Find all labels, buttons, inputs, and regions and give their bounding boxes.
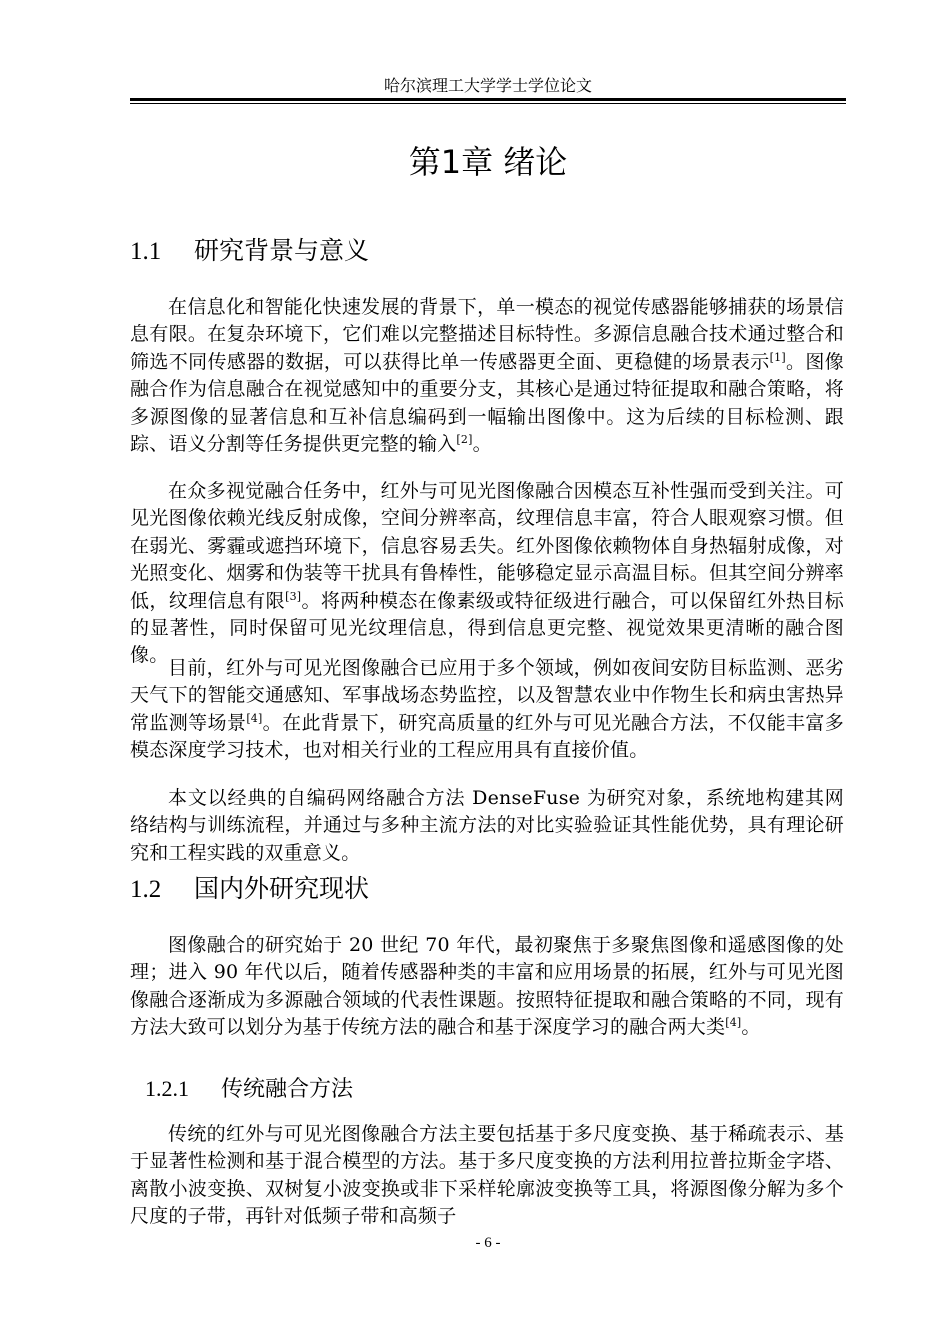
citation: [4] xyxy=(725,1016,742,1030)
paragraph-applications: 目前，红外与可见光图像融合已应用于多个领域，例如夜间安防目标监测、恶劣天气下的智能交通感知、军事战场态势监控，以及智慧农业中作物生长和病虫害热异常监测等场景[4]。在此背景下，研究高质量的红外与可见光融合方法，不仅能丰富多模态深度学习技术，也对相关行业的工程应用具有直接价值。 xyxy=(130,657,844,762)
section-number: 1.1 xyxy=(130,238,162,265)
header-rule-thin xyxy=(130,103,846,104)
citation: [3] xyxy=(285,589,302,603)
running-header: 哈尔滨理工大学学士学位论文 xyxy=(383,76,592,95)
section-title: 传统融合方法 xyxy=(221,1077,354,1102)
header-rule-thick xyxy=(130,98,846,101)
section-title: 国内外研究现状 xyxy=(194,874,370,903)
section-title: 研究背景与意义 xyxy=(194,236,370,265)
citation: [1] xyxy=(769,350,786,364)
section-number: 1.2.1 xyxy=(145,1076,189,1101)
chapter-title: 第1章 绪论 xyxy=(408,143,568,181)
page-number: - 6 - xyxy=(475,1235,501,1251)
citation: [2] xyxy=(456,433,473,447)
section-heading-1-1 xyxy=(130,234,369,269)
citation: [4] xyxy=(246,711,263,725)
paragraph-fusion-tasks: 在众多视觉融合任务中，红外与可见光图像融合因模态互补性强而受到关注。可见光图像依赖光线反射成像，空间分辨率高，纹理信息丰富，符合人眼观察习惯。但在弱光、雾霾或遮挡环境下，信息容易丢失。红外图像依赖物体自身热辐射成像，对光照变化、烟雾和伪装等干扰具有鲁棒性，能够稳定显示高温目标。但其空间分辨率低，纹理信息有限[3]。将两种模态在像素级或特征级进行融合，可以保留红外热目标的显著性，同时保留可见光纹理信息，得到信息更完整、视觉效果更清晰的融合图像。 xyxy=(130,480,844,667)
paragraph-densefuse: 本文以经典的自编码网络融合方法 DenseFuse 为研究对象，系统地构建其网络结构与训练流程，并通过与多种主流方法的对比实验验证其性能优势，具有理论研究和工程实践的双重意义。 xyxy=(130,787,844,864)
section-heading-1-2 xyxy=(130,872,369,907)
paragraph-research-status: 图像融合的研究始于 20 世纪 70 年代，最初聚焦于多聚焦图像和遥感图像的处理；进入 90 年代以后，随着传感器种类的丰富和应用场景的拓展，红外与可见光图像融合逐渐成为多源融合领域的代表性课题。按照特征提取和融合策略的不同，现有方法大致可以划分为基于传统方法的融合和基于深度学习的融合两大类[4]。 xyxy=(130,934,844,1039)
paragraph-background: 在信息化和智能化快速发展的背景下，单一模态的视觉传感器能够捕获的场景信息有限。在复杂环境下，它们难以完整描述目标特性。多源信息融合技术通过整合和筛选不同传感器的数据，可以获得比单一传感器更全面、更稳健的场景表示[1]。图像融合作为信息融合在视觉感知中的重要分支，其核心是通过特征提取和融合策略，将多源图像的显著信息和互补信息编码到一幅输出图像中。这为后续的目标检测、跟踪、语义分割等任务提供更完整的输入[2]。 xyxy=(130,296,844,456)
section-heading-1-2-1 xyxy=(145,1074,353,1105)
paragraph-traditional-methods: 传统的红外与可见光图像融合方法主要包括基于多尺度变换、基于稀疏表示、基于显著性检测和基于混合模型的方法。基于多尺度变换的方法利用拉普拉斯金字塔、离散小波变换、双树复小波变换或非下采样轮廓波变换等工具，将源图像分解为多个尺度的子带，再针对低频子带和高频子 xyxy=(130,1123,844,1228)
section-number: 1.2 xyxy=(130,876,162,903)
